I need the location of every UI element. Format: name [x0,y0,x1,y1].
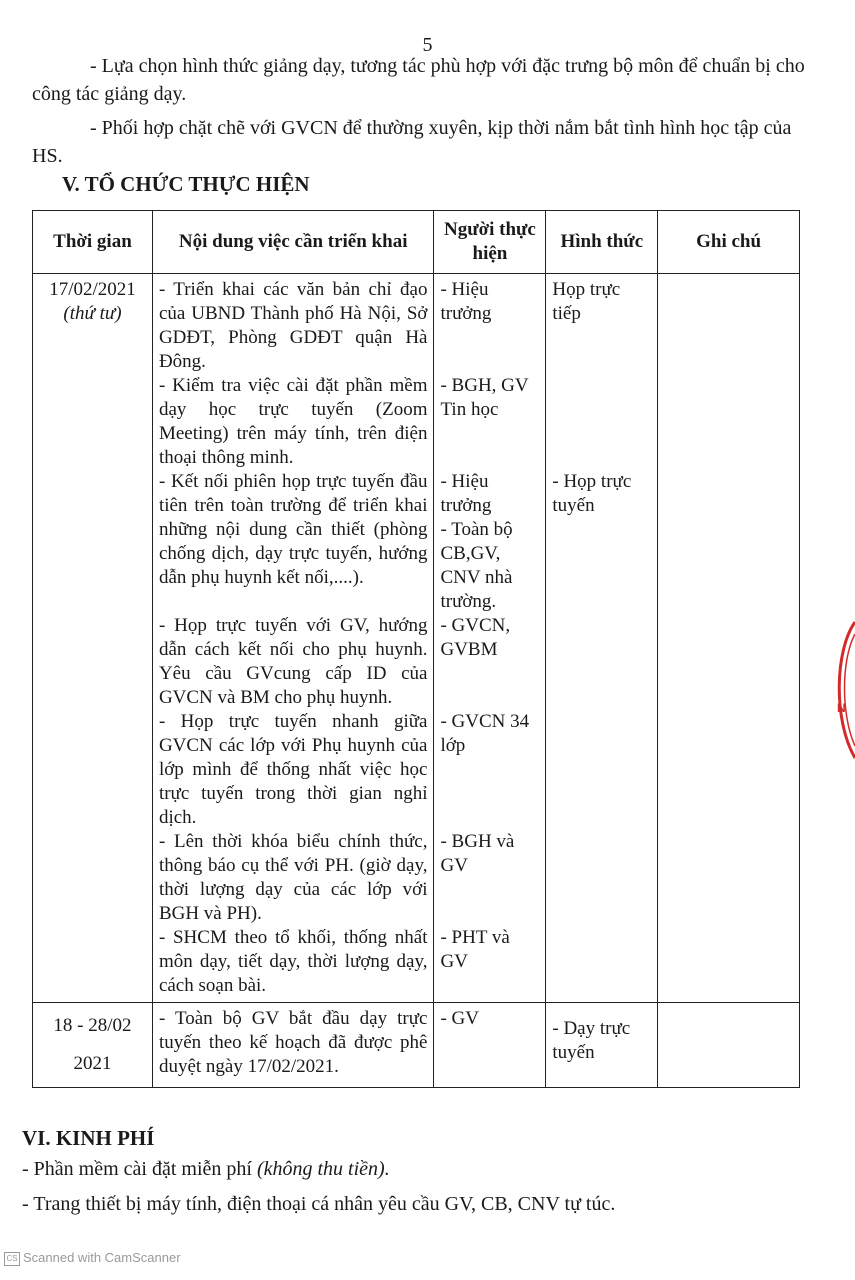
people-cell [434,274,546,1003]
section-6-title: VI. KINH PHÍ [22,1126,155,1150]
camscanner-text: Scanned with CamScanner [23,1250,181,1266]
time-cell [33,1003,153,1088]
people-item: - GVCN, GVBM [440,615,511,660]
header-time: Thời gian [33,211,153,274]
people-cell: - GV [434,1003,546,1088]
people-group [440,470,539,614]
header-people: Người thực hiện [434,211,546,274]
intro-paragraph-2: - Phối hợp chặt chẽ với GVCN để thường xuyên, kịp thời nắm bắt tình hình học tập của HS. [32,117,792,167]
form-cell: - Dạy trực tuyến [546,1003,658,1088]
table-row [33,274,800,1003]
content-cell: - Toàn bộ GV bắt đầu dạy trực tuyến theo kế hoạch đã được phê duyệt ngày 17/02/2021. [152,1003,434,1088]
people-item: - BGH, GV Tin học [440,375,529,420]
red-stamp-fragment [829,620,855,760]
intro-paragraph-1: - Lựa chọn hình thức giảng dạy, tương tác phù hợp với đặc trưng bộ môn để chuẩn bị cho công tác giảng dạy. [32,55,805,105]
time-year: 2021 [73,1053,112,1074]
table-header-row [33,211,800,274]
table-row [33,1003,800,1088]
header-note: Ghi chú [658,211,800,274]
content-item: - Kết nối phiên họp trực tuyến đầu tiên trên toàn trường để triển khai những nội dung cần thiết (phòng chống dịch, dạy trực tuyến, hướng dẫn phụ huynh kết nối,....). [158,471,428,588]
form-cell [546,274,658,1003]
camscanner-watermark [4,1250,181,1266]
funding-line-1-text: - Phần mềm cài đặt miễn phí [22,1158,257,1180]
time-weekday: (thứ tư) [63,303,122,324]
time-cell [33,274,153,1003]
people-item: - Toàn bộ CB,GV, CNV nhà trường. [440,519,513,612]
form-item: - Họp trực tuyến [552,471,632,516]
people-item: - Hiệu trưởng [440,471,492,516]
note-cell [658,274,800,1003]
content-item: - Lên thời khóa biểu chính thức, thông báo cụ thể với PH. (giờ dạy, thời lượng dạy của các lớp với BGH và PH). [158,831,428,924]
svg-text:N: N [837,701,846,715]
people-item: - PHT và GV [440,927,510,972]
time-range: 18 - 28/02 [53,1015,132,1036]
funding-line-1 [22,1158,390,1181]
funding-line-2: - Trang thiết bị máy tính, điện thoại cá nhân yêu cầu GV, CB, CNV tự túc. [22,1193,616,1215]
content-cell [152,274,434,1003]
content-item: - Kiểm tra việc cài đặt phần mềm dạy học trực tuyến (Zoom Meeting) trên máy tính, trên điện thoại thông minh. [158,375,428,468]
content-item: - Họp trực tuyến nhanh giữa GVCN các lớp với Phụ huynh của lớp mình để thống nhất việc học trực tuyến trong thời gian nghỉ dịch. [158,711,428,828]
people-item: - BGH và GV [440,831,515,876]
funding-line-1-note: (không thu tiền). [256,1158,390,1180]
time-date: 17/02/2021 [49,279,136,300]
content-item: - SHCM theo tổ khối, thống nhất môn dạy, tiết dạy, thời lượng dạy, cách soạn bài. [158,927,428,996]
header-content: Nội dung việc cần triển khai [152,211,434,274]
content-item: - Triển khai các văn bản chỉ đạo của UBND Thành phố Hà Nội, Sở GDĐT, Phòng GDĐT quận Hà Đông. [158,279,428,372]
page-number: 5 [422,34,433,56]
content-item: - Họp trực tuyến với GV, hướng dẫn cách kết nối cho phụ huynh. Yêu cầu GVcung cấp ID của GVCN và BM cho phụ huynh. [158,615,428,708]
section-5-title: V. TỔ CHỨC THỰC HIỆN [62,172,310,196]
note-cell [658,1003,800,1088]
camscanner-icon: CS [4,1252,20,1266]
form-item: Họp trực tiếp [552,279,621,324]
people-item: - GVCN 34 lớp [440,711,530,756]
implementation-table [32,210,800,1088]
people-item: - Hiệu trưởng [440,279,492,324]
header-form: Hình thức [546,211,658,274]
